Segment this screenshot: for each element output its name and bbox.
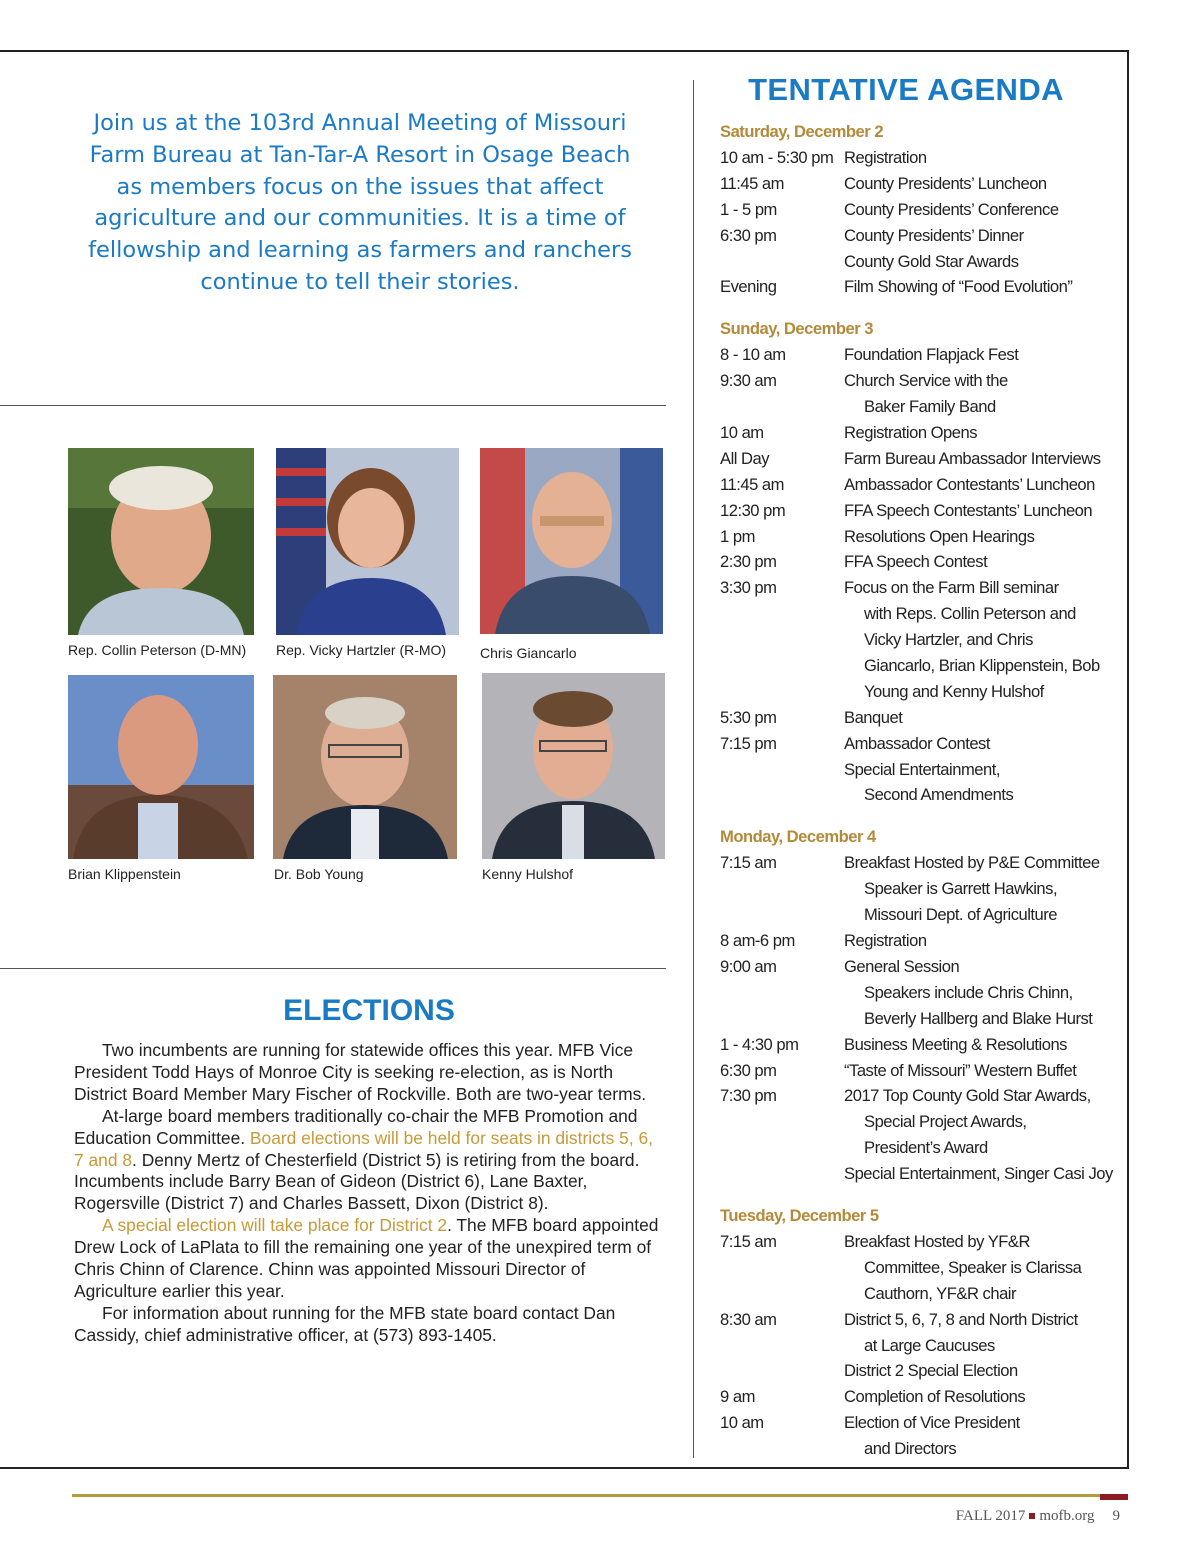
agenda-row (720, 498, 1120, 524)
elections-highlight: Board elections will be held for seats in districts 5, 6, 7 and 8 (74, 1127, 653, 1170)
agenda-time: 9:00 am (720, 956, 777, 976)
agenda-time: 10 am (720, 1413, 764, 1433)
agenda-event: Ambassador Contestants’ Luncheon (844, 474, 1095, 494)
agenda-event: Breakfast Hosted by P&E Committee (844, 853, 1100, 873)
agenda-event: “Taste of Missouri” Western Buffet (844, 1060, 1077, 1080)
elections-heading: ELECTIONS (283, 994, 455, 1027)
agenda-row (720, 850, 1120, 876)
agenda-time (720, 679, 844, 705)
agenda-day-heading: Tuesday, December 5 (720, 1205, 879, 1225)
photo-chris-giancarlo (480, 448, 663, 634)
photo-caption: Dr. Bob Young (274, 866, 364, 882)
agenda-row (720, 524, 1120, 550)
agenda-event: Giancarlo, Brian Klippenstein, Bob (864, 656, 1100, 676)
agenda-day-heading: Monday, December 4 (720, 827, 876, 847)
agenda-row (720, 1436, 1120, 1462)
agenda-event: Registration Opens (844, 423, 978, 443)
agenda-row (720, 342, 1120, 368)
agenda-row (720, 1032, 1120, 1058)
agenda-event: Speakers include Chris Chinn, (864, 982, 1073, 1002)
agenda-time: 7:15 am (720, 1231, 777, 1251)
agenda-row (720, 446, 1120, 472)
agenda-event: Registration (844, 931, 927, 951)
intro-text: Join us at the 103rd Annual Meeting of Missouri Farm Bureau at Tan-Tar-A Resort in Osage Beach as members focus on the issues that affect agriculture and our communities. It is a time of fellowship and learning as farmers and ranchers continue to tell their stories. (88, 110, 632, 295)
agenda-event: County Gold Star Awards (844, 251, 1019, 271)
agenda-time (720, 601, 844, 627)
agenda-event: County Presidents’ Luncheon (844, 173, 1047, 193)
agenda-event: Resolutions Open Hearings (844, 526, 1035, 546)
agenda-event: Business Meeting & Resolutions (844, 1034, 1067, 1054)
agenda-time: 7:15 am (720, 853, 777, 873)
agenda-event: FFA Speech Contest (844, 552, 988, 572)
agenda-time (720, 876, 844, 902)
agenda-event: President’s Award (864, 1138, 988, 1158)
agenda-time (720, 782, 844, 808)
agenda-row (720, 1307, 1120, 1333)
agenda-row (720, 223, 1120, 249)
agenda-time (720, 1333, 844, 1359)
elections-text: At-large board members traditionally co-chair the MFB Promotion and Education Committee. (74, 1105, 638, 1148)
agenda-event: Speaker is Garrett Hawkins, (864, 879, 1058, 899)
agenda-row (720, 575, 1120, 601)
elections-paragraph (74, 1106, 666, 1216)
section-divider (0, 405, 666, 406)
agenda-row (720, 145, 1120, 171)
agenda-row (720, 420, 1120, 446)
agenda-event: General Session (844, 956, 960, 976)
agenda-row (720, 876, 1120, 902)
agenda-row (720, 249, 1120, 275)
agenda-event: District 2 Special Election (844, 1361, 1018, 1381)
agenda-event: County Presidents’ Conference (844, 199, 1059, 219)
footer-accent (1100, 1494, 1128, 1500)
photo-vicky-hartzler (276, 448, 459, 635)
agenda-event: Special Entertainment, Singer Casi Joy (844, 1164, 1113, 1184)
agenda-time (720, 1255, 844, 1281)
agenda-row (720, 627, 1120, 653)
photo-caption: Brian Klippenstein (68, 866, 181, 882)
agenda-event: FFA Speech Contestants’ Luncheon (844, 500, 1093, 520)
agenda-time: Evening (720, 277, 777, 297)
agenda-day-heading: Sunday, December 3 (720, 319, 874, 339)
agenda-time: 3:30 pm (720, 578, 777, 598)
footer-site: mofb.org (1039, 1508, 1095, 1524)
agenda-row (720, 1083, 1120, 1109)
agenda-row (720, 782, 1120, 808)
agenda-time: All Day (720, 448, 770, 468)
agenda-event: at Large Caucuses (864, 1335, 995, 1355)
agenda-row (720, 731, 1120, 757)
agenda-time: 12:30 pm (720, 500, 786, 520)
agenda-event: Registration (844, 148, 927, 167)
section-divider (0, 968, 666, 969)
photo-collin-peterson (68, 448, 254, 635)
agenda-row (720, 1358, 1120, 1384)
agenda-row (720, 1058, 1120, 1084)
agenda-event: Second Amendments (864, 785, 1014, 805)
agenda-row (720, 757, 1120, 783)
column-divider (693, 80, 694, 1458)
page-number: 9 (1112, 1508, 1120, 1524)
agenda-row (720, 274, 1120, 300)
photo-caption: Rep. Vicky Hartzler (R-MO) (276, 642, 447, 658)
agenda-time (720, 394, 844, 420)
photo-caption: Chris Giancarlo (480, 645, 577, 661)
agenda-event: Cauthorn, YF&R chair (864, 1283, 1017, 1303)
agenda-time (720, 1281, 844, 1307)
elections-paragraph: For information about running for the MFB state board contact Dan Cassidy, chief administrative officer, at (573) 893-1405. (74, 1302, 616, 1345)
agenda-event: Beverly Hallberg and Blake Hurst (864, 1008, 1093, 1028)
agenda-row (720, 394, 1120, 420)
agenda-row (720, 902, 1120, 928)
photo-caption: Kenny Hulshof (482, 866, 574, 882)
agenda-time: 1 pm (720, 526, 755, 546)
agenda-day-heading: Saturday, December 2 (720, 122, 884, 141)
agenda-event: and Directors (864, 1439, 957, 1459)
agenda-time (720, 1109, 844, 1135)
photo-caption: Rep. Collin Peterson (D-MN) (68, 642, 247, 658)
agenda-event: County Presidents’ Dinner (844, 225, 1024, 245)
agenda-row (720, 197, 1120, 223)
agenda-event: Election of Vice President (844, 1413, 1020, 1433)
agenda-event: Church Service with the (844, 371, 1008, 391)
elections-paragraph (74, 1215, 666, 1303)
footer-issue: FALL 2017 (955, 1508, 1026, 1524)
agenda-row (720, 679, 1120, 705)
agenda-event: Special Entertainment, (844, 759, 1000, 779)
agenda-event: Ambassador Contest (844, 733, 990, 753)
agenda-time: 1 - 4:30 pm (720, 1034, 799, 1054)
agenda-row (720, 1135, 1120, 1161)
agenda-row (720, 1281, 1120, 1307)
agenda-time (720, 980, 844, 1006)
agenda-time (720, 653, 844, 679)
agenda-row (720, 653, 1120, 679)
agenda-time (720, 1358, 844, 1384)
agenda-time: 10 am - 5:30 pm (720, 148, 834, 167)
agenda-event: Banquet (844, 707, 903, 727)
agenda-row (720, 1410, 1120, 1436)
agenda-event: with Reps. Collin Peterson and (864, 604, 1076, 624)
agenda-time (720, 757, 844, 783)
agenda-row (720, 368, 1120, 394)
agenda-event: 2017 Top County Gold Star Awards, (844, 1086, 1091, 1106)
agenda-row (720, 1109, 1120, 1135)
agenda-event: Young and Kenny Hulshof (864, 681, 1044, 701)
agenda-heading: TENTATIVE AGENDA (748, 72, 1064, 107)
elections-body (74, 1040, 666, 1347)
agenda-row (720, 1161, 1120, 1187)
agenda-time: 8 - 10 am (720, 345, 786, 365)
agenda-time: 10 am (720, 423, 764, 443)
agenda-event: District 5, 6, 7, 8 and North District (844, 1309, 1078, 1329)
agenda-row (720, 980, 1120, 1006)
agenda-row (720, 954, 1120, 980)
photo-bob-young (273, 675, 457, 859)
elections-text: . Denny Mertz of Chesterfield (District 5) is retiring from the board. Incumbents include Barry Bean of Gideon (District 6), Lane Baxter, Rogersville (District 7) and Charles Bassett, Dixon (District 8). (74, 1149, 640, 1214)
agenda-time (720, 1161, 844, 1187)
agenda-event: Baker Family Band (864, 397, 996, 417)
elections-highlight: A special election will take place for District 2 (102, 1215, 448, 1236)
agenda-event: Committee, Speaker is Clarissa (864, 1257, 1082, 1277)
agenda-event: Missouri Dept. of Agriculture (864, 905, 1058, 925)
agenda-event: Foundation Flapjack Fest (844, 345, 1019, 365)
agenda-time (720, 1135, 844, 1161)
agenda-time (720, 1006, 844, 1032)
square-bullet-icon (1029, 1513, 1035, 1519)
agenda-time (720, 902, 844, 928)
agenda-time (720, 249, 844, 275)
agenda-event: Farm Bureau Ambassador Interviews (844, 448, 1101, 468)
agenda-row (720, 1333, 1120, 1359)
agenda-row (720, 1384, 1120, 1410)
agenda-time: 7:30 pm (720, 1086, 777, 1106)
elections-paragraph: Two incumbents are running for statewide offices this year. MFB Vice President Todd Hays of Monroe City is seeking re-election, as is North District Board Member Mary Fischer of Rockville. Both are two-year terms. (74, 1040, 647, 1104)
agenda-time: 8:30 am (720, 1309, 777, 1329)
footer (956, 1508, 1120, 1525)
agenda-row (720, 472, 1120, 498)
agenda-time: 9 am (720, 1387, 755, 1407)
agenda-event: Film Showing of “Food Evolution” (844, 277, 1073, 297)
agenda-row (720, 1229, 1120, 1255)
agenda-row (720, 601, 1120, 627)
agenda-event: Focus on the Farm Bill seminar (844, 578, 1059, 598)
agenda-row (720, 1006, 1120, 1032)
agenda-event: Special Project Awards, (864, 1112, 1027, 1132)
agenda-time: 5:30 pm (720, 707, 777, 727)
agenda-time: 2:30 pm (720, 552, 777, 572)
agenda-time (720, 1436, 844, 1462)
agenda-event: Completion of Resolutions (844, 1387, 1026, 1407)
agenda-row (720, 171, 1120, 197)
elections-text: . The MFB board appointed Drew Lock of LaPlata to fill the remaining one year of the unexpired term of Chris Chinn of Clarence. Chinn was appointed Missouri Director of Agriculture earlier this year. (74, 1215, 659, 1301)
agenda-time: 1 - 5 pm (720, 199, 777, 219)
agenda-event: Breakfast Hosted by YF&R (844, 1231, 1030, 1251)
footer-rule (72, 1494, 1100, 1497)
agenda-list (720, 119, 1120, 1462)
agenda-row (720, 1255, 1120, 1281)
agenda-time: 11:45 am (720, 474, 784, 494)
agenda-row (720, 928, 1120, 954)
photo-brian-klippenstein (68, 675, 254, 859)
agenda-time: 6:30 pm (720, 1060, 777, 1080)
agenda-event: Vicky Hartzler, and Chris (864, 630, 1033, 650)
agenda-time: 8 am-6 pm (720, 931, 795, 951)
agenda-time (720, 627, 844, 653)
agenda-time: 9:30 am (720, 371, 777, 391)
agenda-row (720, 549, 1120, 575)
agenda-time: 11:45 am (720, 173, 784, 193)
agenda-row (720, 705, 1120, 731)
agenda-time: 7:15 pm (720, 733, 777, 753)
photo-kenny-hulshof (482, 673, 665, 859)
agenda-time: 6:30 pm (720, 225, 777, 245)
